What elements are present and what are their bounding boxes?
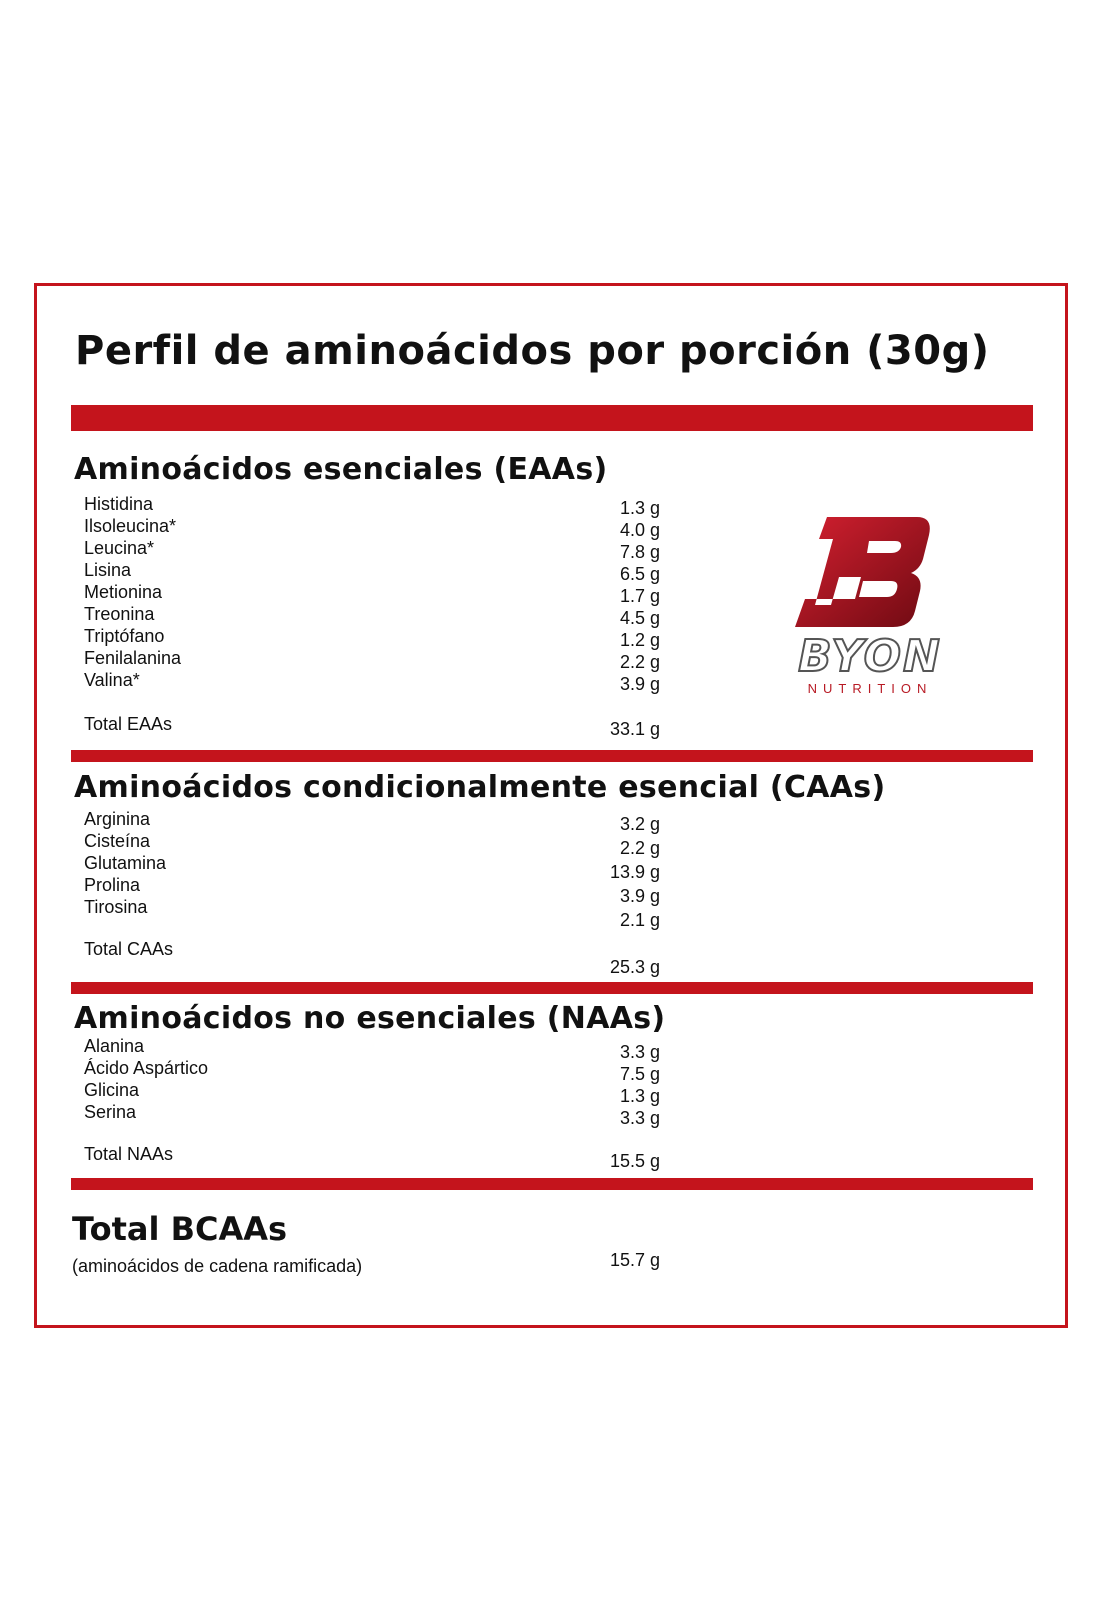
naa-total-label: Total NAAs <box>84 1144 174 1164</box>
eaa-name: Valina* <box>84 670 140 690</box>
eaa-name: Metionina <box>84 582 163 602</box>
caa-name: Prolina <box>84 875 141 895</box>
byon-logo <box>775 515 965 695</box>
eaa-section-title: Aminoácidos esenciales (EAAs) <box>74 452 608 487</box>
caa-value: 3.2 g <box>619 814 660 834</box>
caa-name: Arginina <box>84 809 151 829</box>
bcaa-title: Total BCAAs <box>72 1210 288 1248</box>
caa-total-label: Total CAAs <box>84 939 174 959</box>
naa-value: 1.3 g <box>619 1086 660 1106</box>
eaa-total-value: 33.1 g <box>609 719 660 739</box>
caa-value: 2.2 g <box>619 838 660 858</box>
byon-b-logo-icon <box>775 515 965 695</box>
naa-total-value: 15.5 g <box>609 1151 660 1171</box>
eaa-value: 2.2 g <box>619 652 660 672</box>
caa-values <box>560 812 660 932</box>
eaa-divider <box>71 750 1033 762</box>
naa-values <box>560 1041 660 1129</box>
eaa-name: Fenilalanina <box>84 648 182 668</box>
page-title: Perfil de aminoácidos por porción (30g) <box>75 328 990 374</box>
caa-value: 3.9 g <box>619 886 660 906</box>
naa-divider <box>71 1178 1033 1190</box>
naa-names <box>84 1035 208 1123</box>
eaa-name: Treonina <box>84 604 155 624</box>
eaa-value: 1.2 g <box>619 630 660 650</box>
eaa-names <box>84 493 181 691</box>
naa-name: Serina <box>84 1102 137 1122</box>
header-divider <box>71 405 1033 431</box>
naa-value: 3.3 g <box>619 1042 660 1062</box>
eaa-values <box>560 497 660 695</box>
eaa-name: Triptófano <box>84 626 165 646</box>
naa-name: Ácido Aspártico <box>84 1058 209 1078</box>
naa-value: 3.3 g <box>619 1108 660 1128</box>
svg-text:NUTRITION: NUTRITION <box>807 681 933 695</box>
eaa-name: Ilsoleucina* <box>84 516 177 536</box>
caa-name: Cisteína <box>84 831 151 851</box>
caa-value: 2.1 g <box>619 910 660 930</box>
caa-divider <box>71 982 1033 994</box>
eaa-name: Lisina <box>84 560 132 580</box>
naa-name: Glicina <box>84 1080 140 1100</box>
caa-value: 13.9 g <box>609 862 660 882</box>
eaa-value: 4.5 g <box>619 608 660 628</box>
eaa-value: 1.3 g <box>619 498 660 518</box>
caa-total-value: 25.3 g <box>609 957 660 977</box>
eaa-value: 1.7 g <box>619 586 660 606</box>
caa-section-title: Aminoácidos condicionalmente esencial (CAAs) <box>74 770 886 805</box>
naa-section-title: Aminoácidos no esenciales (NAAs) <box>74 1001 666 1036</box>
eaa-value: 4.0 g <box>619 520 660 540</box>
eaa-value: 3.9 g <box>619 674 660 694</box>
naa-value: 7.5 g <box>619 1064 660 1084</box>
bcaa-value: 15.7 g <box>609 1250 660 1270</box>
eaa-value: 6.5 g <box>619 564 660 584</box>
svg-text:BYON: BYON <box>798 631 942 682</box>
eaa-value: 7.8 g <box>619 542 660 562</box>
caa-name: Glutamina <box>84 853 167 873</box>
eaa-total-label: Total EAAs <box>84 714 173 734</box>
eaa-name: Histidina <box>84 494 154 514</box>
naa-name: Alanina <box>84 1036 145 1056</box>
table-frame <box>34 283 1068 1328</box>
bcaa-subtitle: (aminoácidos de cadena ramificada) <box>72 1256 363 1276</box>
eaa-name: Leucina* <box>84 538 155 558</box>
caa-names <box>84 808 166 918</box>
caa-name: Tirosina <box>84 897 148 917</box>
